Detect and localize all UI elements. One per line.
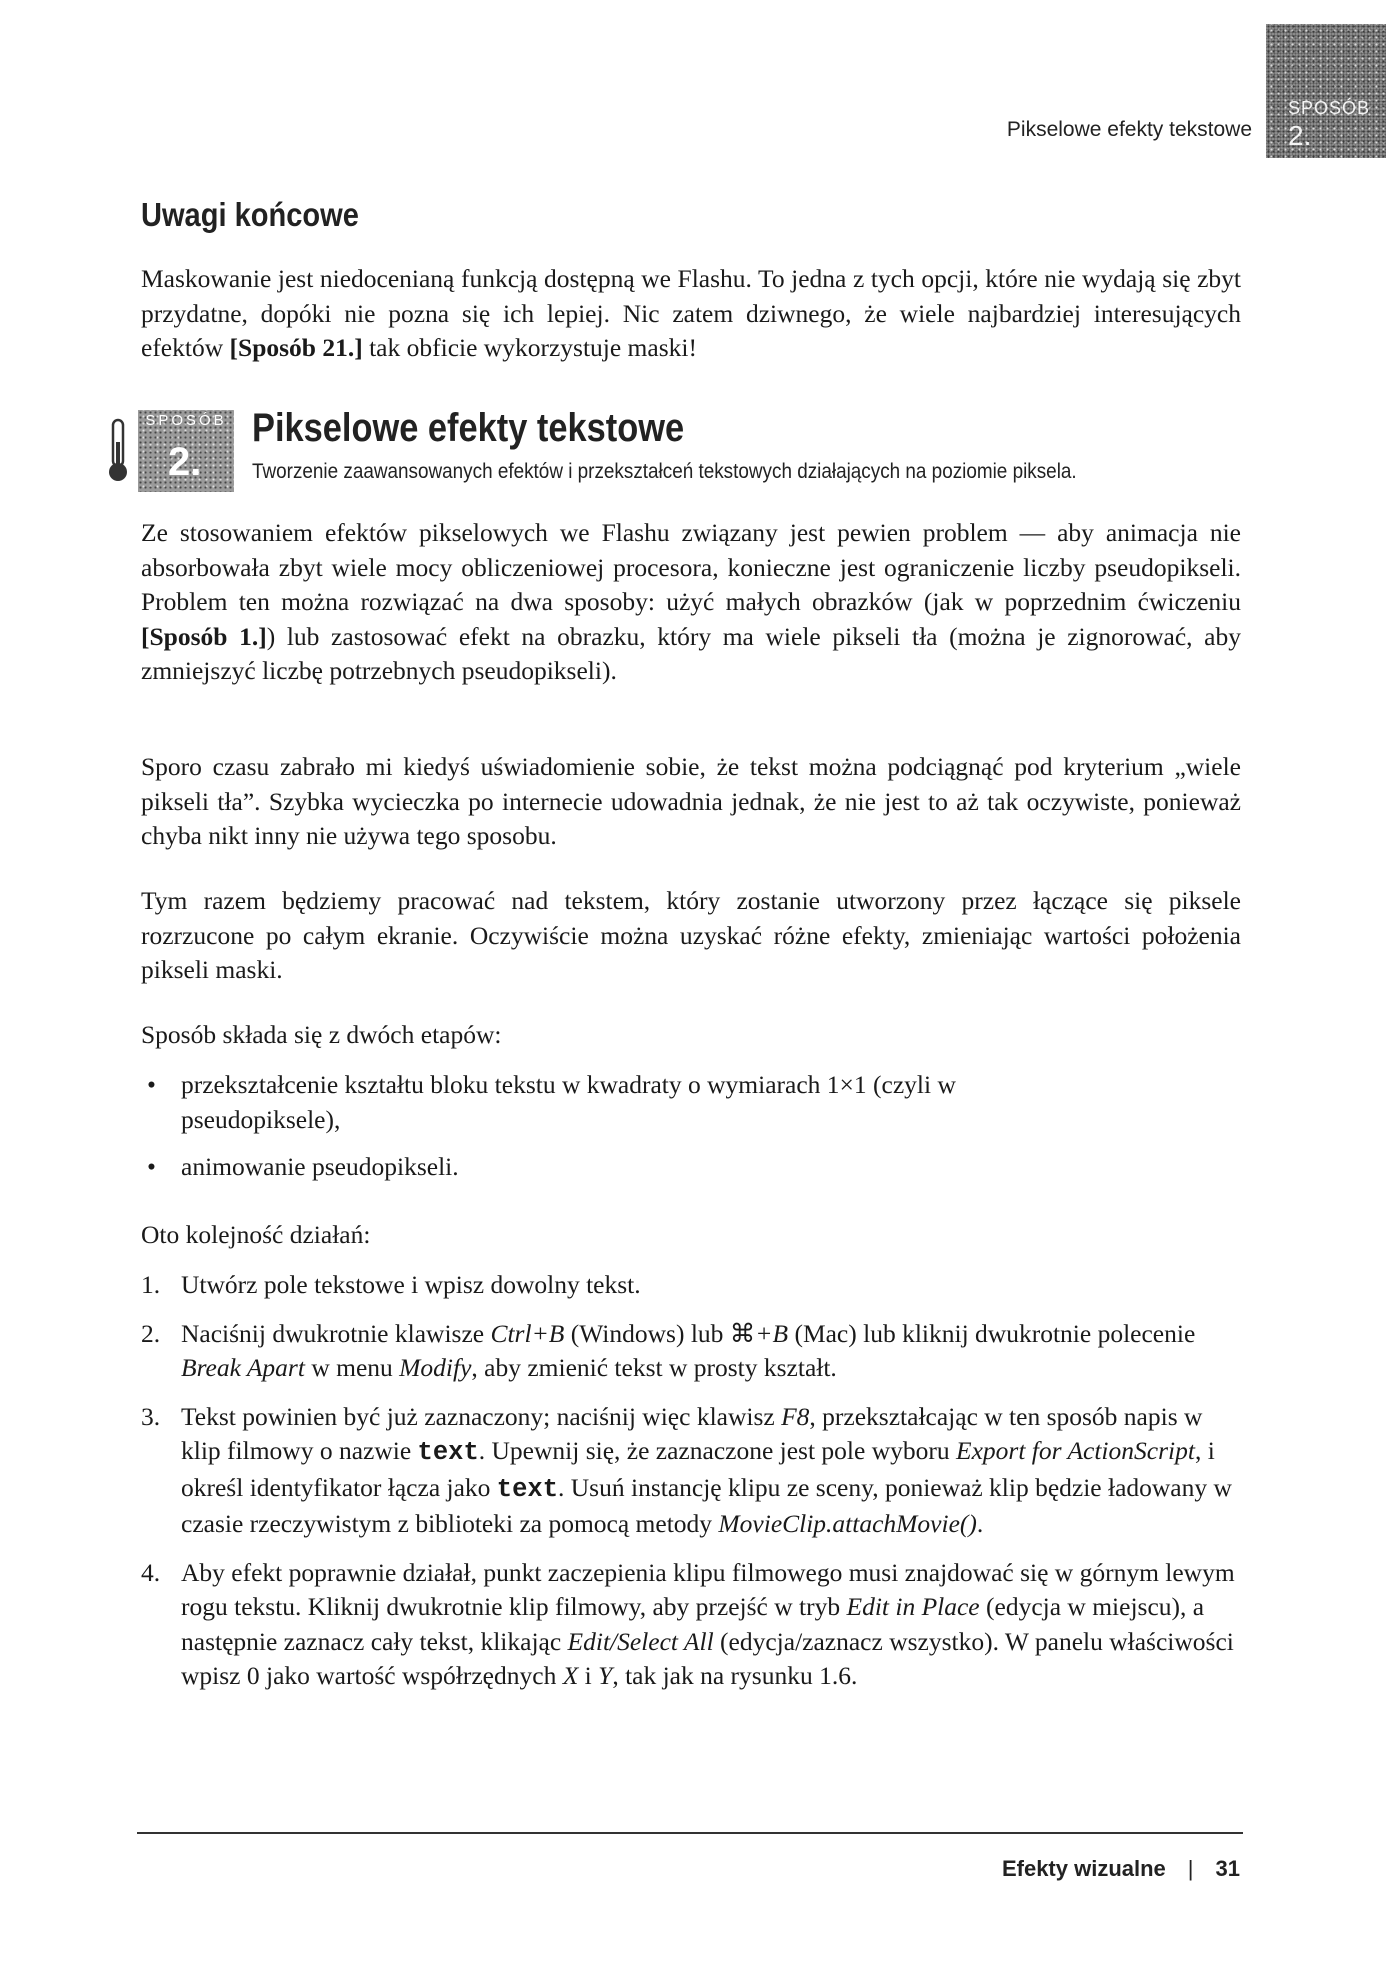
page-number: 31	[1215, 1856, 1240, 1881]
steps-list	[141, 1268, 1241, 1694]
hack-title: Pikselowe efekty tekstowe	[252, 406, 685, 450]
footer-divider	[137, 1832, 1243, 1834]
list-item: • przekształcenie kształtu bloku tekstu w kwadraty o wymiarach 1×1 (czyli w pseudopiksele),	[147, 1070, 956, 1134]
step-number: 2.	[141, 1318, 161, 1348]
code-text: text	[496, 1474, 559, 1504]
hack-badge	[138, 410, 234, 492]
stages-list	[141, 1068, 1241, 1185]
corner-tab-label: SPOSÓB	[1288, 98, 1371, 118]
list-item: • animowanie pseudopikseli.	[141, 1150, 1241, 1185]
body-paragraph-5: Oto kolejność działań:	[141, 1220, 371, 1249]
step-number: 1.	[141, 1270, 161, 1299]
hack-reference: [Sposób 1.]	[141, 621, 267, 651]
bullet-icon: •	[147, 1152, 156, 1181]
list-item: 1. Utwórz pole tekstowe i wpisz dowolny tekst.	[141, 1268, 1241, 1303]
hack-subtitle: Tworzenie zaawansowanych efektów i przekształceń tekstowych działających na poziomie piksela.	[252, 460, 1077, 483]
step-number: 3.	[141, 1401, 161, 1431]
running-header-title: Pikselowe efekty tekstowe	[1006, 118, 1252, 141]
section-heading: Uwagi końcowe	[141, 196, 359, 233]
list-item: 4. Aby efekt poprawnie działał, punkt zaczepienia klipu filmowego musi znajdować się w górnym lewym rogu tekstu. Kliknij dwukrotnie klip filmowy, aby przejść w tryb Edit in Place (edycja w miejscu), a następnie zaznacz cały tekst, klikając Edit/Select All (edycja/zaznacz wszystko). W panelu właściwości wpisz 0 jako wartość współrzędnych X i Y, tak jak na rysunku 1.6.	[141, 1557, 1235, 1690]
bullet-icon: •	[147, 1070, 156, 1099]
step-number: 4.	[141, 1557, 161, 1587]
corner-tab-number: 2.	[1288, 120, 1312, 151]
list-item: 2. Naciśnij dwukrotnie klawisze Ctrl+B (Windows) lub ⌘+B (Mac) lub kliknij dwukrotnie polecenie Break Apart w menu Modify, aby zmienić tekst w prosty kształt.	[141, 1318, 1196, 1382]
thermometer-icon	[105, 418, 131, 484]
closing-paragraph: Maskowanie jest niedocenianą funkcją dostępną we Flashu. To jedna z tych opcji, które nie wydają się zbyt przydatne, dopóki nie pozna się ich lepiej. Nic zatem dziwnego, że wiele najbardziej interesujących efektów [Sposób 21.] tak obficie wykorzystuje maski!	[141, 264, 1241, 362]
body-paragraph-4: Sposób składa się z dwóch etapów:	[141, 1020, 502, 1049]
page-footer	[1002, 1856, 1240, 1882]
body-paragraph-2: Sporo czasu zabrało mi kiedyś uświadomienie sobie, że tekst można podciągnąć pod kryterium „wiele pikseli tła”. Szybka wycieczka po internecie udowadnia jednak, że nie jest to aż tak oczywiste, ponieważ chyba nikt inny nie używa tego sposobu.	[141, 752, 1241, 850]
footer-section-title: Efekty wizualne	[1001, 1856, 1166, 1881]
hack-reference: [Sposób 21.]	[229, 333, 363, 362]
body-paragraph-3: Tym razem będziemy pracować nad tekstem, który zostanie utworzony przez łączące się piksele rozrzucone po całym ekranie. Oczywiście można uzyskać różne efekty, zmieniając wartości położenia pikseli maski.	[141, 886, 1241, 984]
hack-badge-label: SPOSÓB	[145, 412, 227, 429]
code-text: text	[417, 1438, 479, 1467]
corner-hack-tab	[1266, 24, 1386, 158]
hack-badge-number: 2.	[168, 440, 202, 484]
footer-separator: |	[1187, 1856, 1194, 1881]
body-paragraph-1: Ze stosowaniem efektów pikselowych we Flashu związany jest pewien problem — aby animacja nie absorbowała zbyt wiele mocy obliczeniowej procesora, konieczne jest ograniczenie liczby pseudopikseli. Problem ten można rozwiązać na dwa sposoby: użyć małych obrazków (jak w poprzednim ćwiczeniu [Sposób 1.]) lub zastosować efekt na obrazku, który ma wiele pikseli tła (można je zignorować, aby zmniejszyć liczbę potrzebnych pseudopikseli).	[141, 518, 1242, 685]
list-item: 3. Tekst powinien być już zaznaczony; naciśnij więc klawisz F8, przekształcając w ten sposób napis w klip filmowy o nazwie text. Upewnij się, że zaznaczone jest pole wyboru Export for ActionScript, i określ identyfikator łącza jako text. Usuń instancję klipu ze sceny, ponieważ klip będzie ładowany w czasie rzeczywistym z biblioteki za pomocą metody MovieClip.attachMovie().	[141, 1401, 1232, 1538]
